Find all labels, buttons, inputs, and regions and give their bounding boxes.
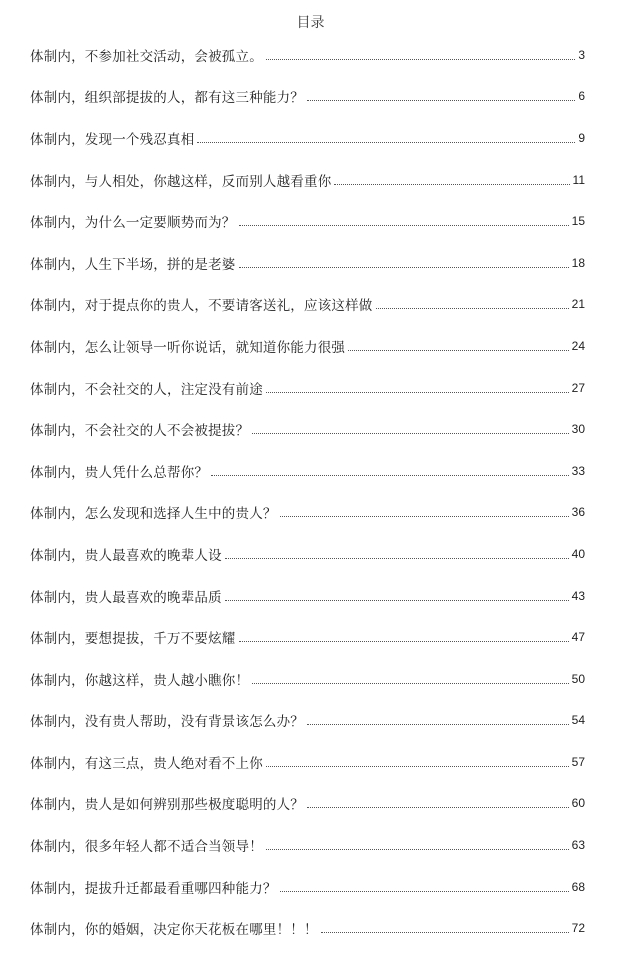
dot-leader bbox=[266, 391, 569, 393]
toc-entry-page-number: 47 bbox=[571, 630, 585, 645]
toc-entry-page-number: 11 bbox=[572, 172, 585, 187]
dot-leader bbox=[252, 682, 568, 684]
dot-leader bbox=[239, 640, 569, 642]
toc-entry[interactable] bbox=[30, 76, 585, 118]
toc-entry-title: 体制内，要想提拔，千万不要炫耀 bbox=[30, 631, 236, 648]
toc-entry-page-number: 68 bbox=[571, 879, 585, 894]
toc-entry[interactable] bbox=[30, 200, 585, 242]
toc-entry-page-number: 63 bbox=[571, 838, 585, 853]
toc-entry-title: 体制内，不参加社交活动，会被孤立。 bbox=[30, 48, 263, 65]
toc-entry[interactable] bbox=[30, 700, 585, 742]
toc-entry-title: 体制内，贵人最喜欢的晚辈人设 bbox=[30, 547, 222, 564]
toc-entry-title: 体制内，你越这样，贵人越小瞧你！ bbox=[30, 672, 250, 689]
dot-leader bbox=[348, 349, 569, 351]
dot-leader bbox=[307, 99, 575, 101]
dot-leader bbox=[239, 224, 569, 226]
table-of-contents bbox=[30, 34, 585, 949]
toc-entry-page-number: 3 bbox=[578, 47, 585, 62]
toc-entry[interactable] bbox=[30, 907, 585, 949]
toc-entry[interactable] bbox=[30, 242, 585, 284]
dot-leader bbox=[266, 765, 569, 767]
toc-entry[interactable] bbox=[30, 492, 585, 534]
toc-entry-title: 体制内，与人相处，你越这样，反而别人越看重你 bbox=[30, 173, 332, 190]
dot-leader bbox=[376, 307, 569, 309]
toc-entry-title: 体制内，为什么一定要顺势而为？ bbox=[30, 215, 236, 232]
toc-entry[interactable] bbox=[30, 783, 585, 825]
toc-entry-title: 体制内，你的婚姻，决定你天花板在哪里！！！ bbox=[30, 922, 318, 939]
toc-entry-title: 体制内，贵人是如何辨别那些极度聪明的人？ bbox=[30, 797, 304, 814]
toc-entry-page-number: 50 bbox=[571, 671, 585, 686]
toc-entry-title: 体制内，怎么发现和选择人生中的贵人？ bbox=[30, 506, 277, 523]
toc-entry-page-number: 43 bbox=[571, 588, 585, 603]
toc-entry[interactable] bbox=[30, 616, 585, 658]
toc-entry-title: 体制内，贵人最喜欢的晚辈品质 bbox=[30, 589, 222, 606]
dot-leader bbox=[334, 183, 569, 185]
toc-entry-title: 体制内，有这三点，贵人绝对看不上你 bbox=[30, 755, 263, 772]
dot-leader bbox=[211, 474, 569, 476]
toc-entry-title: 体制内，组织部提拔的人，都有这三种能力？ bbox=[30, 90, 304, 107]
toc-entry-title: 体制内，提拔升迁都最看重哪四种能力？ bbox=[30, 880, 277, 897]
toc-entry-page-number: 15 bbox=[571, 214, 585, 229]
toc-entry-title: 体制内，对于提点你的贵人，不要请客送礼，应该这样做 bbox=[30, 298, 373, 315]
toc-entry-page-number: 57 bbox=[571, 754, 585, 769]
toc-entry-title: 体制内，不会社交的人不会被提拔？ bbox=[30, 423, 250, 440]
dot-leader bbox=[280, 890, 569, 892]
toc-entry-title: 体制内，人生下半场，拼的是老婆 bbox=[30, 256, 236, 273]
toc-entry-page-number: 30 bbox=[571, 422, 585, 437]
toc-entry-page-number: 6 bbox=[578, 89, 585, 104]
toc-entry[interactable] bbox=[30, 117, 585, 159]
dot-leader bbox=[225, 599, 569, 601]
toc-entry-title: 体制内，怎么让领导一听你说话，就知道你能力很强 bbox=[30, 339, 346, 356]
toc-entry[interactable] bbox=[30, 367, 585, 409]
dot-leader bbox=[252, 432, 568, 434]
page-title: 目录 bbox=[296, 15, 325, 31]
toc-entry-page-number: 33 bbox=[571, 463, 585, 478]
toc-entry-title: 体制内，不会社交的人，注定没有前途 bbox=[30, 381, 263, 398]
toc-entry-page-number: 72 bbox=[571, 921, 585, 936]
toc-entry[interactable] bbox=[30, 533, 585, 575]
toc-entry-title: 体制内，没有贵人帮助，没有背景该怎么办？ bbox=[30, 714, 304, 731]
toc-entry[interactable] bbox=[30, 34, 585, 76]
toc-entry-page-number: 18 bbox=[571, 255, 585, 270]
dot-leader bbox=[280, 515, 569, 517]
dot-leader bbox=[239, 266, 569, 268]
toc-entry[interactable] bbox=[30, 658, 585, 700]
dot-leader bbox=[225, 557, 569, 559]
toc-entry-title: 体制内，发现一个残忍真相 bbox=[30, 131, 195, 148]
toc-entry[interactable] bbox=[30, 284, 585, 326]
toc-entry-page-number: 60 bbox=[571, 796, 585, 811]
toc-entry[interactable] bbox=[30, 159, 585, 201]
toc-entry-page-number: 36 bbox=[571, 505, 585, 520]
toc-entry[interactable] bbox=[30, 575, 585, 617]
toc-entry-title: 体制内，很多年轻人都不适合当领导！ bbox=[30, 839, 263, 856]
dot-leader bbox=[266, 58, 575, 60]
toc-entry-page-number: 21 bbox=[571, 297, 585, 312]
toc-entry-page-number: 24 bbox=[571, 338, 585, 353]
toc-entry-page-number: 27 bbox=[571, 380, 585, 395]
dot-leader bbox=[307, 806, 569, 808]
toc-entry[interactable] bbox=[30, 741, 585, 783]
toc-entry-title: 体制内，贵人凭什么总帮你？ bbox=[30, 464, 209, 481]
toc-entry-page-number: 40 bbox=[571, 546, 585, 561]
toc-entry-page-number: 54 bbox=[571, 713, 585, 728]
toc-entry[interactable] bbox=[30, 325, 585, 367]
dot-leader bbox=[307, 723, 569, 725]
toc-entry-page-number: 9 bbox=[578, 130, 585, 145]
toc-entry[interactable] bbox=[30, 450, 585, 492]
dot-leader bbox=[321, 931, 569, 933]
toc-entry[interactable] bbox=[30, 866, 585, 908]
toc-entry[interactable] bbox=[30, 408, 585, 450]
dot-leader bbox=[266, 848, 569, 850]
dot-leader bbox=[197, 141, 575, 143]
toc-entry[interactable] bbox=[30, 824, 585, 866]
